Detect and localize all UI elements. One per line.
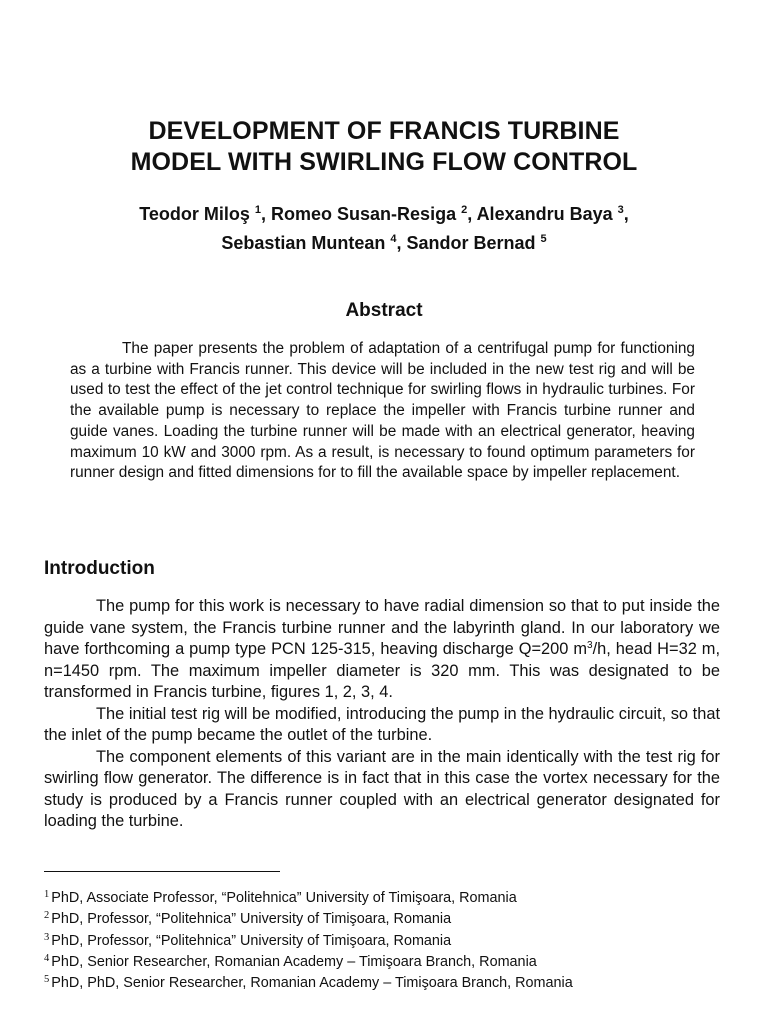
paper-title [0,116,768,178]
footnote-mark: 5 [44,974,50,986]
affiliation-mark: 5 [540,233,547,245]
author-name: Sebastian Muntean [221,233,386,253]
author-line-1: Teodor Miloş $^1$, Romeo Susan-Resiga $^2$, Alexandru Baya $^3$, [139,204,629,224]
author-name: Sandor Bernad [406,233,536,253]
introduction-body [44,596,720,833]
footnote-text: PhD, Senior Researcher, Romanian Academy – Timişoara Branch, Romania [51,953,537,970]
footnotes [44,888,724,994]
footnote-text: PhD, PhD, Senior Researcher, Romanian Academy – Timişoara Branch, Romania [51,975,573,992]
footnote [44,973,724,994]
footnote-mark: 1 [44,889,50,900]
affiliation-mark: 3 [617,204,624,216]
affiliation-mark: 1 [254,204,262,216]
abstract-heading: Abstract [345,300,423,321]
author-line-2: Sebastian Muntean $^4$, Sandor Bernad $^5$ [221,233,547,253]
footnote-mark: 4 [44,952,50,964]
superscript: 3 [587,640,593,651]
footnote [44,909,724,930]
footnote [44,888,724,909]
introduction-heading: Introduction [44,558,155,579]
author-name: Alexandru Baya [476,204,613,224]
footnote [44,931,724,952]
abstract-text: The paper presents the problem of adaptation of a centrifugal pump for functioning as a turbine with Francis runner. This device will be included in the new test rig and will be used to test the effect of the jet control technique for swirling flows in hydraulic turbines. For the available pump is necessary to replace the impeller with Francis turbine runner and guide vanes. Loading the turbine runner will be made with an electrical generator, heaving maximum 10 kW and 3000 rpm. As a result, is necessary to found optimum parameters for runner design and fitted dimensions for to fill the available space by impeller replacement. [70,340,695,482]
introduction-paragraph-1 [44,596,720,704]
affiliation-mark: 2 [461,204,468,216]
footnote-divider [44,871,280,872]
paper-title-line-1: DEVELOPMENT OF FRANCIS TURBINE [148,117,620,145]
footnote-mark: 2 [44,910,50,922]
author-name: Romeo Susan-Resiga [271,204,457,224]
introduction-paragraph-3: The component elements of this variant are in the main identically with the test rig for swirling flow generator. The difference is in fact that in this case the vortex necessary for the study is produced by a Francis runner coupled with an electrical generator designated for loading the turbine. [44,747,720,830]
paper-title-line-2: MODEL WITH SWIRLING FLOW CONTROL [130,148,638,176]
author-list [0,200,768,258]
footnote-text: PhD, Associate Professor, “Politehnica” University of Timişoara, Romania [51,890,517,906]
affiliation-mark: 4 [390,233,397,245]
footnote-text: PhD, Professor, “Politehnica” University of Timişoara, Romania [51,932,452,949]
footnote [44,952,724,973]
introduction-paragraph-2: The initial test rig will be modified, introducing the pump in the hydraulic circuit, so that the inlet of the pump became the outlet of the turbine. [44,704,720,744]
paragraph-text: The pump for this work is necessary to have radial dimension so that to put inside the guide vane system, the Francis turbine runner and the labyrinth gland. In our laboratory we have forthcoming a pump type PCN 125-315, heaving discharge Q=200 m [44,597,720,658]
footnote-text: PhD, Professor, “Politehnica” University of Timişoara, Romania [51,911,452,928]
paragraph-text: /h, head H=32 m, n=1450 rpm. The maximum impeller diameter is 320 mm. This was designated to be transformed in Francis turbine, figures 1, 2, 3, 4. [44,640,720,701]
author-name: Teodor Miloş [139,204,250,224]
footnote-mark: 3 [44,931,50,943]
